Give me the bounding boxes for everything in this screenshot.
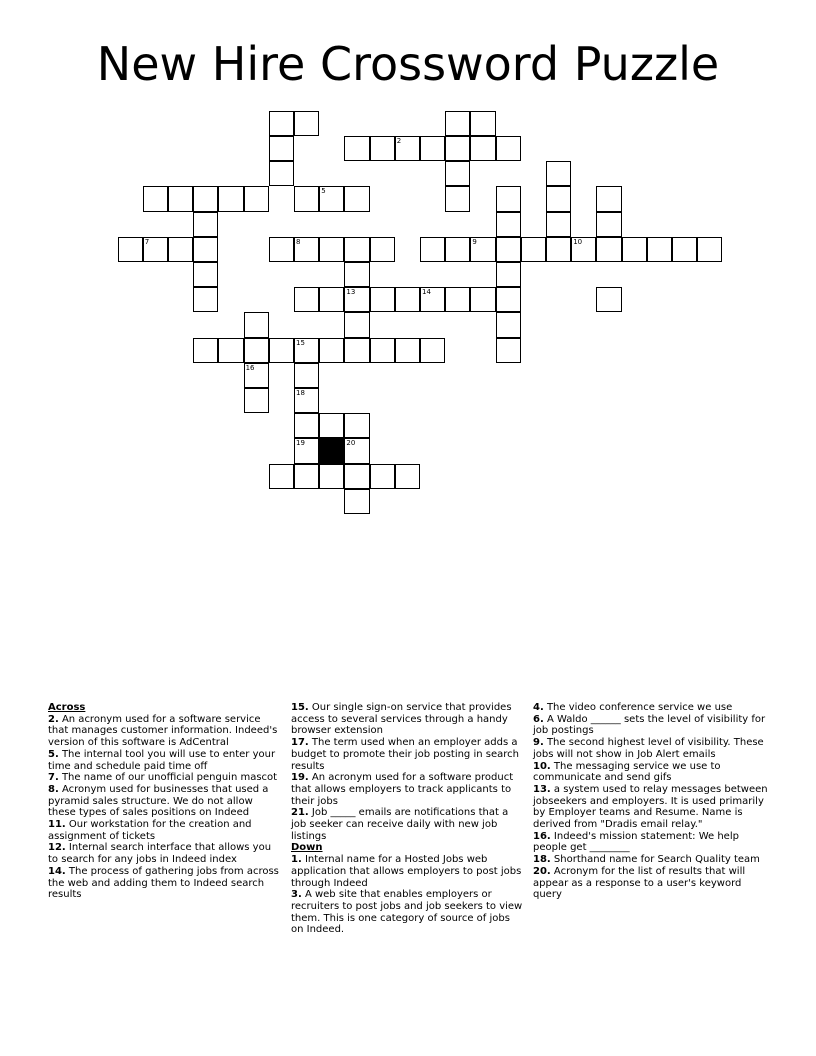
clue-text: A Waldo ______ sets the level of visibility for job postings [533, 713, 766, 737]
grid-cell[interactable] [294, 186, 319, 211]
grid-cell[interactable] [395, 136, 420, 161]
grid-cell[interactable] [344, 338, 369, 363]
clue-item [291, 737, 523, 772]
grid-cell[interactable] [496, 212, 521, 237]
clue-number-label: 18. [533, 854, 551, 866]
grid-cell[interactable] [470, 287, 495, 312]
clue-number-label: 19. [291, 772, 309, 784]
clue-number-label: 2. [48, 713, 59, 725]
clue-number: 2 [396, 137, 402, 145]
clue-item [291, 889, 523, 936]
grid-cell[interactable] [319, 287, 344, 312]
grid-cell[interactable] [269, 111, 294, 136]
clue-number: 5 [321, 187, 326, 196]
clue-item [533, 831, 769, 854]
grid-cell[interactable] [370, 287, 395, 312]
clue-text: A web site that enables employers or recruiters to post jobs and job seekers to view them. This is one category of source of jobs on Indeed. [291, 889, 523, 936]
clue-text: Acronym for the list of results that will appear as a response to a user's keyword query [533, 865, 746, 901]
grid-cell[interactable] [319, 413, 344, 438]
clues-column-1 [48, 702, 280, 901]
grid-cell[interactable] [344, 287, 369, 312]
grid-cell[interactable] [193, 338, 218, 363]
grid-cell[interactable] [294, 237, 319, 262]
grid-cell[interactable] [445, 186, 470, 211]
grid-cell[interactable] [596, 212, 621, 237]
clue-number-label: 10. [533, 760, 551, 772]
clue-text: Internal search interface that allows you to search for any jobs in Indeed index [48, 842, 272, 866]
grid-cell[interactable] [244, 363, 269, 388]
clue-item [48, 784, 280, 819]
grid-cell[interactable] [294, 464, 319, 489]
grid-cell[interactable] [344, 136, 369, 161]
clue-text: Indeed's mission statement: We help people get ________ [533, 830, 739, 854]
grid-cell[interactable] [143, 237, 168, 262]
blocked-cell [319, 438, 344, 463]
clue-number-label: 3. [291, 889, 302, 901]
grid-cell[interactable] [193, 186, 218, 211]
clue-number: 7 [144, 237, 150, 246]
clue-item [48, 772, 280, 784]
clue-text: The internal tool you will use to enter your time and schedule paid time off [48, 748, 276, 772]
grid-cell[interactable] [269, 237, 294, 262]
section-heading: Across [48, 702, 86, 713]
section-heading: Down [291, 842, 323, 854]
grid-cell[interactable] [546, 161, 571, 186]
grid-cell[interactable] [596, 186, 621, 211]
clue-number: 13 [346, 288, 356, 297]
grid-cell[interactable] [546, 237, 571, 262]
clue-text: The second highest level of visibility. These jobs will not show in Job Alert emails [533, 737, 764, 760]
grid-cell[interactable] [193, 262, 218, 287]
clue-item [291, 854, 523, 889]
grid-cell[interactable] [294, 363, 319, 388]
clue-number: 8 [296, 237, 301, 246]
clue-item [533, 866, 769, 901]
clue-text: Internal name for a Hosted Jobs web application that allows employers to post jobs through Indeed [291, 854, 522, 889]
grid-cell[interactable] [344, 413, 369, 438]
grid-cell[interactable] [370, 136, 395, 161]
grid-cell[interactable] [294, 111, 319, 136]
clue-item [533, 714, 769, 737]
grid-cell[interactable] [521, 237, 546, 262]
grid-cell[interactable] [193, 237, 218, 262]
grid-cell[interactable] [319, 186, 344, 211]
grid-cell[interactable] [168, 237, 193, 262]
grid-cell[interactable] [294, 438, 319, 463]
grid-cell[interactable] [420, 338, 445, 363]
grid-cell[interactable] [344, 237, 369, 262]
clue-number-label: 13. [533, 783, 551, 795]
clue-text: An acronym used for a software service that manages customer information. Indeed's version of this software is AdCentral [48, 713, 278, 749]
clue-number-label: 12. [48, 842, 66, 854]
clue-text: The term used when an employer adds a budget to promote their job posting in search results [291, 737, 519, 772]
grid-cell[interactable] [269, 338, 294, 363]
clue-text: Our workstation for the creation and assignment of tickets [48, 819, 252, 842]
grid-cell[interactable] [445, 136, 470, 161]
clue-number-label: 16. [533, 830, 551, 842]
grid-cell[interactable] [470, 136, 495, 161]
grid-cell[interactable] [420, 287, 445, 312]
grid-cell[interactable] [344, 464, 369, 489]
grid-cell[interactable] [571, 237, 596, 262]
grid-cell[interactable] [244, 388, 269, 413]
grid-cell[interactable] [168, 186, 193, 211]
grid-cell[interactable] [470, 237, 495, 262]
grid-cell[interactable] [218, 186, 243, 211]
grid-cell[interactable] [319, 237, 344, 262]
grid-cell[interactable] [294, 388, 319, 413]
clue-item [48, 866, 280, 901]
grid-cell[interactable] [496, 287, 521, 312]
clue-number: 20 [346, 439, 356, 448]
clue-number-label: 21. [291, 807, 309, 819]
clue-number-label: 8. [48, 783, 59, 795]
clue-number-label: 6. [533, 713, 544, 725]
grid-cell[interactable] [496, 237, 521, 262]
clue-number: 9 [472, 237, 477, 246]
grid-cell[interactable] [395, 464, 420, 489]
grid-cell[interactable] [470, 111, 495, 136]
grid-cell[interactable] [269, 161, 294, 186]
clue-item [291, 772, 523, 807]
grid-cell[interactable] [370, 237, 395, 262]
grid-cell[interactable] [596, 237, 621, 262]
grid-cell[interactable] [445, 287, 470, 312]
clue-item [533, 761, 769, 784]
clue-number-label: 9. [533, 737, 544, 749]
clue-text: The process of gathering jobs from across the web and adding them to Indeed search results [48, 865, 279, 901]
grid-cell[interactable] [445, 111, 470, 136]
grid-cell[interactable] [269, 136, 294, 161]
clue-number-label: 20. [533, 865, 551, 877]
clue-item [48, 714, 280, 749]
clue-item [533, 784, 769, 831]
grid-cell[interactable] [193, 212, 218, 237]
clue-text: Job _____ emails are notifications that a job seeker can receive daily with new job listings [291, 807, 509, 842]
grid-cell[interactable] [344, 489, 369, 514]
clue-text: The video conference service we use [546, 702, 733, 713]
grid-cell[interactable] [244, 312, 269, 337]
clue-text: Acronym used for businesses that used a pyramid sales structure. We do not allow these types of sales positions on Indeed [48, 783, 269, 819]
clue-number: 14 [422, 288, 431, 297]
grid-cell[interactable] [294, 413, 319, 438]
clue-item [48, 842, 280, 865]
grid-cell[interactable] [294, 338, 319, 363]
clue-item [533, 702, 769, 714]
grid-cell[interactable] [420, 136, 445, 161]
grid-cell[interactable] [395, 287, 420, 312]
clues-column-3 [533, 702, 769, 901]
grid-cell[interactable] [672, 237, 697, 262]
clue-number-label: 1. [291, 854, 302, 866]
clue-number-label: 15. [291, 702, 309, 713]
clues-column-2 [291, 702, 523, 936]
grid-cell[interactable] [546, 186, 571, 211]
grid-cell[interactable] [319, 464, 344, 489]
clue-number: 15 [296, 338, 305, 347]
clue-number-label: 7. [48, 772, 59, 784]
grid-cell[interactable] [319, 338, 344, 363]
clue-text: Our single sign-on service that provides access to several services through a handy browser extension [291, 702, 512, 737]
clue-number: 16 [245, 363, 255, 372]
clue-item [48, 749, 280, 772]
grid-cell[interactable] [370, 338, 395, 363]
grid-cell[interactable] [218, 338, 243, 363]
grid-cell[interactable] [496, 262, 521, 287]
clue-text: An acronym used for a software product that allows employers to track applicants to their jobs [291, 772, 514, 807]
grid-cell[interactable] [420, 237, 445, 262]
grid-cell[interactable] [496, 312, 521, 337]
clue-text: The messaging service we use to communicate and send gifs [533, 760, 721, 784]
grid-cell[interactable] [193, 287, 218, 312]
clue-number-label: 14. [48, 865, 66, 877]
grid-cell[interactable] [344, 438, 369, 463]
clue-number: 19 [296, 439, 305, 448]
grid-cell[interactable] [596, 287, 621, 312]
grid-cell[interactable] [496, 338, 521, 363]
grid-cell[interactable] [445, 161, 470, 186]
clue-number-label: 17. [291, 737, 309, 749]
clue-item [48, 819, 280, 842]
clue-number: 18 [296, 389, 305, 397]
grid-cell[interactable] [344, 312, 369, 337]
grid-cell[interactable] [118, 237, 143, 262]
grid-cell[interactable] [395, 338, 420, 363]
clue-text: a system used to relay messages between jobseekers and employers. It is used primarily by Employer teams and Resume. Name is derived from "Dradis email relay." [533, 783, 768, 831]
clue-text: Shorthand name for Search Quality team [553, 854, 760, 866]
clue-number-label: 4. [533, 702, 544, 713]
grid-cell[interactable] [244, 186, 269, 211]
clue-number: 10 [573, 237, 583, 246]
grid-cell[interactable] [496, 136, 521, 161]
grid-cell[interactable] [344, 186, 369, 211]
grid-cell[interactable] [244, 338, 269, 363]
clues-section [0, 702, 816, 962]
grid-cell[interactable] [269, 464, 294, 489]
page-title: New Hire Crossword Puzzle [96, 37, 720, 91]
grid-cell[interactable] [370, 464, 395, 489]
grid-cell[interactable] [496, 186, 521, 211]
clue-item [291, 807, 523, 842]
clue-item [533, 854, 769, 866]
grid-cell[interactable] [622, 237, 647, 262]
clue-text: The name of our unofficial penguin mascot [61, 772, 278, 784]
clue-item [291, 702, 523, 737]
grid-cell[interactable] [445, 237, 470, 262]
clue-number-label: 11. [48, 819, 66, 831]
clue-item [533, 737, 769, 760]
grid-cell[interactable] [344, 262, 369, 287]
grid-cell[interactable] [294, 287, 319, 312]
grid-cell[interactable] [647, 237, 672, 262]
clue-number-label: 5. [48, 748, 59, 760]
grid-cell[interactable] [143, 186, 168, 211]
grid-cell[interactable] [697, 237, 722, 262]
grid-cell[interactable] [546, 212, 571, 237]
